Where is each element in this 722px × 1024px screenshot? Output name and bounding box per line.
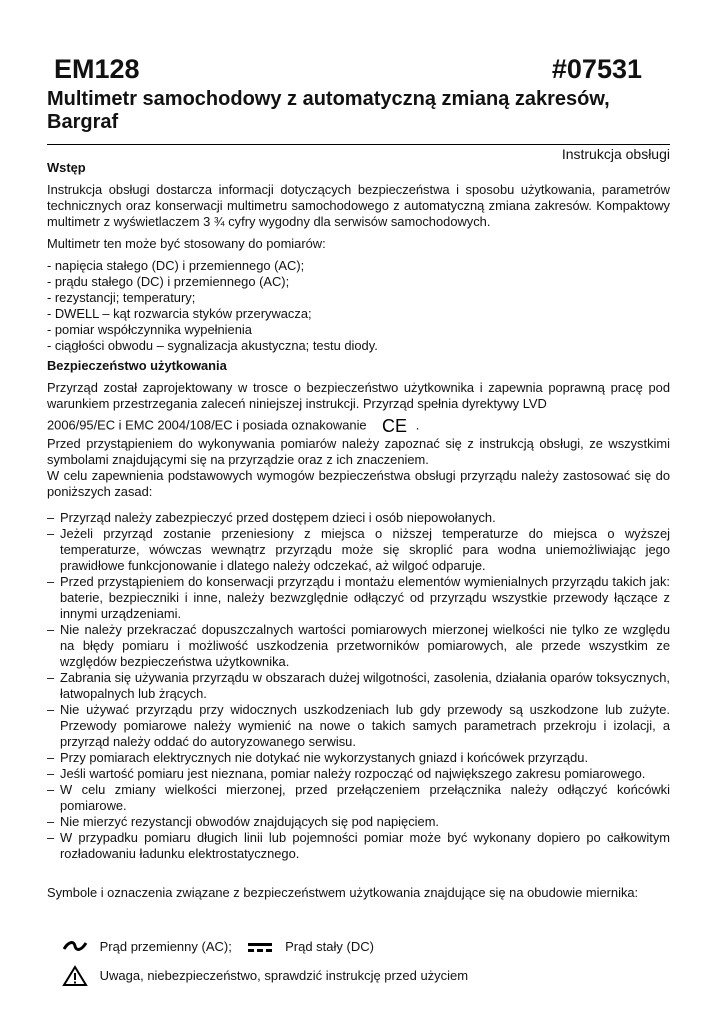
ce-mark-icon (382, 416, 408, 436)
uses-intro: Multimetr ten może być stosowany do pomiarów: (47, 236, 326, 251)
list-item: – Przyrząd należy zabezpieczyć przed dostępem dzieci i osób niepowołanych. (47, 510, 496, 525)
product-code: #07531 (551, 54, 642, 84)
ac-dc-symbol-row (62, 938, 374, 955)
rules-intro: W celu zapewnienia podstawowych wymogów bezpieczeństwa obsługi przyrządu należy zastosować się do poniższych zasad: (47, 468, 670, 499)
document-body (47, 160, 670, 862)
list-item: - prądu stałego (DC) i przemiennego (AC); (47, 274, 290, 289)
list-item: – Nie należy przekraczać dopuszczalnych wartości pomiarowych mierzonej wielkości nie tylko ze względu na błędy pomiaru i możliwość uszkodzenia przetworników pomiarowych, ale przede wszystkim ze względów bezpieczeństwa użytkownika. (47, 622, 670, 669)
warning-label: Uwaga, niebezpieczeństwo, sprawdzić instrukcję przed użyciem (99, 968, 469, 983)
intro-heading: Wstęp (47, 160, 86, 175)
list-item: – W celu zmiany wielkości mierzonej, przed przełączeniem przełącznika należy odłączyć końcówki pomiarowe. (47, 782, 670, 813)
list-item: – Przy pomiarach elektrycznych nie dotykać nie wykorzystanych gniazd i końcówek przyrządu. (47, 750, 589, 765)
title-divider (47, 144, 670, 145)
list-item: – Przed przystąpieniem do konserwacji przyrządu i montażu elementów wymienialnych przyrządu takich jak: baterie, bezpieczniki i inne, należy bezwzględnie odłączyć od przyrządu wszystkie przewody łączące z innymi urządzeniami. (47, 574, 670, 621)
list-item: – Jeżeli przyrząd zostanie przeniesiony z miejsca o niższej temperaturze do miejsca o wyższej temperaturze, wówczas wewnątrz przyrządu może się skroplić para wodna uniemożliwiając jego prawidłowe funkcjonowanie i dlatego należy odczekać, aż wilgoć odparuje. (47, 526, 670, 573)
directive-line (47, 416, 670, 436)
safety-paragraph: Przyrząd został zaprojektowany w trosce o bezpieczeństwo użytkownika i zapewnia poprawną pracę pod warunkiem przestrzegania zaleceń niniejszej instrukcji. Przyrząd spełnia dyrektywy LVD (47, 380, 670, 411)
dc-label: Prąd stały (DC) (285, 938, 374, 954)
symbols-intro: Symbole i oznaczenia związane z bezpieczeństwem użytkowania znajdujące się na obudowie miernika: (47, 885, 639, 900)
safety-rules-list (47, 510, 670, 862)
list-item: - ciągłości obwodu – sygnalizacja akustyczna; testu diody. (47, 338, 378, 353)
manual-label: Instrukcja obsługi (561, 146, 670, 162)
svg-text:CE: CE (382, 416, 408, 436)
list-item: – W przypadku pomiaru długich linii lub pojemności pomiar może być wykonany dopiero po całkowitym rozładowaniu ładunku elektrostatycznego. (47, 830, 670, 861)
directive-text: 2006/95/EC i EMC 2004/108/EC i posiada oznakowanie (47, 417, 367, 433)
dc-line-icon (247, 941, 273, 953)
warning-symbol-row (62, 965, 468, 987)
read-manual-paragraph: Przed przystąpieniem do wykonywania pomiarów należy zapoznać się z instrukcją obsługi, ze wszystkimi symbolami znajdującymi się na przyrządzie oraz z ich znaczeniem. (47, 436, 670, 467)
document-title: Multimetr samochodowy z automatyczną zmianą zakresów, Bargraf (47, 88, 610, 133)
list-item: – Nie używać przyrządu przy widocznych uszkodzeniach lub gdy przewody są uszkodzone lub zużyte. Przewody pomiarowe należy wymienić na nowe o takich samych parametrach przekroju i izolacji, a przyrząd należy oddać do autoryzowanego serwisu. (47, 702, 670, 749)
list-item: - napięcia stałego (DC) i przemiennego (AC); (47, 258, 305, 273)
intro-paragraph: Instrukcja obsługi dostarcza informacji dotyczących bezpieczeństwa i sposobu użytkowania, parametrów technicznych oraz konserwacji multimetru samochodowego z automatyczną zmiana zakresów. Kompaktowy multimetr z wyświetlaczem 3 ¾ cyfry wygodny dla serwisów samochodowych. (47, 182, 670, 229)
list-item: - DWELL – kąt rozwarcia styków przerywacza; (47, 306, 312, 321)
safety-heading: Bezpieczeństwo użytkowania (47, 358, 227, 373)
directive-end: . (415, 417, 420, 433)
uses-list (47, 258, 670, 354)
model-number: EM128 (54, 54, 140, 84)
list-item: – Jeśli wartość pomiaru jest nieznana, pomiar należy rozpocząć od największego zakresu pomiarowego. (47, 766, 646, 781)
ac-wave-icon (62, 940, 88, 954)
list-item: – Zabrania się używania przyrządu w obszarach dużej wilgotności, zasolenia, działania oparów toksycznych, łatwopalnych lub żrących. (47, 670, 670, 701)
warning-triangle-icon (62, 965, 88, 987)
list-item: - pomiar współczynnika wypełnienia (47, 322, 252, 337)
list-item: – Nie mierzyć rezystancji obwodów znajdujących się pod napięciem. (47, 814, 440, 829)
ac-label: Prąd przemienny (AC); (99, 938, 232, 954)
list-item: - rezystancji; temperatury; (47, 290, 196, 305)
